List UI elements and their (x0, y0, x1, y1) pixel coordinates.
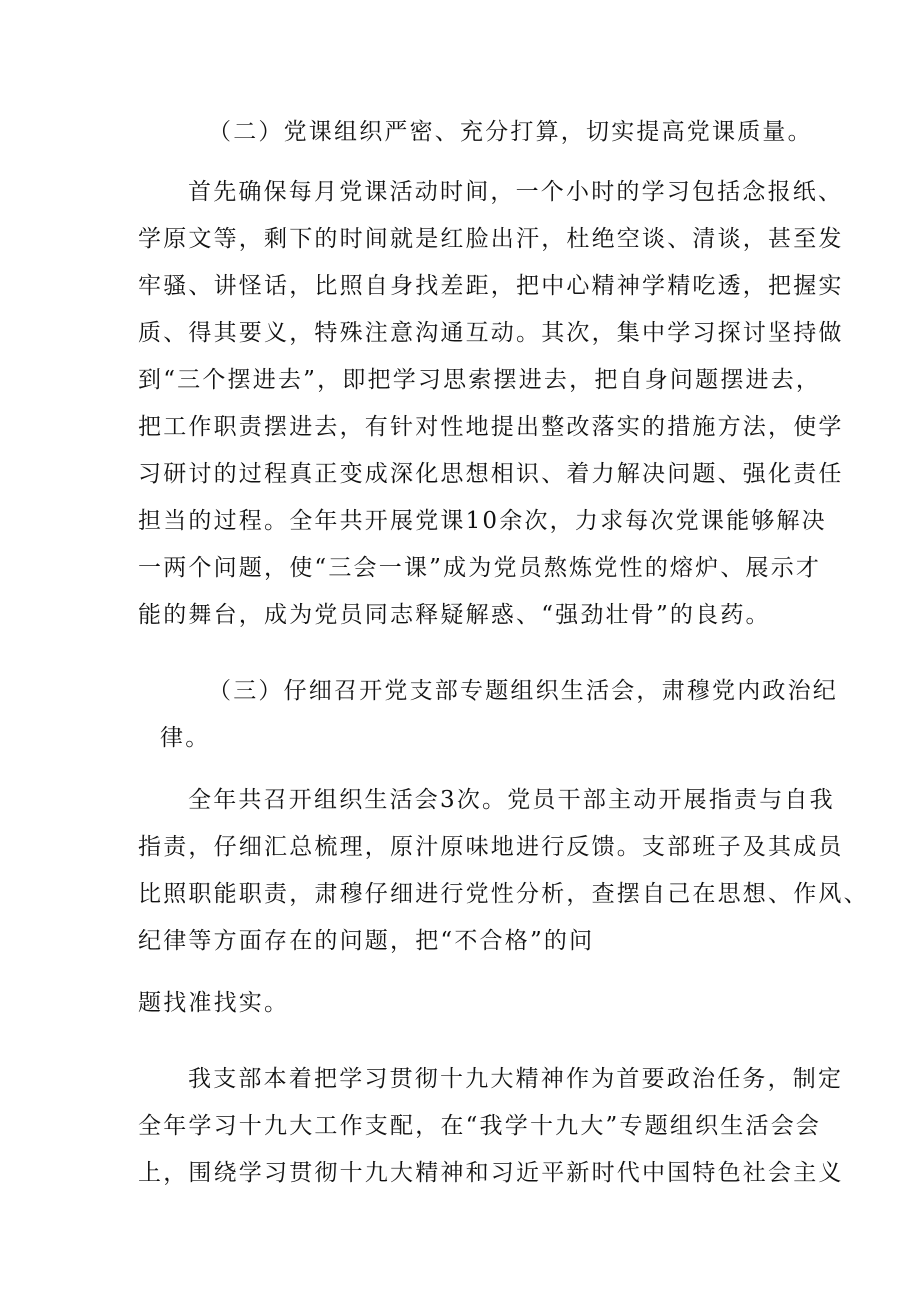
paragraph-line: 能的舞台，成为党员同志释疑解惑、“强劲壮骨”的良药。 (138, 602, 771, 628)
paragraph-line: 一两个问题，使“三会一课”成为党员熬炼党性的熔炉、展示才 (138, 555, 822, 581)
paragraph-line: 指责，仔细汇总梳理，原汁原味地进行反馈。支部班子及其成员 (138, 834, 844, 860)
paragraph-line: 牢骚、讲怪话，比照自身找差距，把中心精神学精吃透，把握实 (138, 273, 844, 299)
paragraph-line: 我支部本着把学习贯彻十九大精神作为首要政治任务，制定 (188, 1066, 844, 1092)
section-heading-3: （三）仔细召开党支部专题组织生活会，肃穆党内政治纪 (208, 678, 838, 704)
section-heading-3-continuation: 律。 (160, 725, 211, 751)
paragraph-line: 质、得其要义，特殊注意沟通互动。其次，集中学习探讨坚持做 (138, 320, 844, 346)
paragraph-line: 全年共召开组织生活会3次。党员干部主动开展指责与自我 (188, 787, 835, 813)
section-heading-2: （二）党课组织严密、充分打算，切实提高党课质量。 (208, 119, 813, 145)
paragraph-line: 习研讨的过程真正变成深化思想相识、着力解决问题、强化责任 (138, 461, 844, 487)
paragraph-line: 把工作职责摆进去，有针对性地提出整改落实的措施方法，使学 (138, 414, 844, 440)
paragraph-line: 担当的过程。全年共开展党课10余次，力求每次党课能够解决 (138, 508, 827, 534)
paragraph-line: 首先确保每月党课活动时间，一个小时的学习包括念报纸、 (188, 179, 844, 205)
paragraph-line: 纪律等方面存在的问题，把“不合格”的问 (138, 928, 595, 954)
paragraph-line: 学原文等，剩下的时间就是红脸出汗，杜绝空谈、清谈，甚至发 (138, 226, 844, 252)
paragraph-line: 比照职能职责，肃穆仔细进行党性分析，查摆自己在思想、作风、 (138, 881, 869, 907)
paragraph-line: 题找准找实。 (138, 990, 290, 1016)
paragraph-line: 全年学习十九大工作支配，在“我学十九大”专题组织生活会会 (138, 1113, 822, 1139)
paragraph-line: 上，围绕学习贯彻十九大精神和习近平新时代中国特色社会主义 (138, 1160, 844, 1186)
paragraph-line: 到“三个摆进去”，即把学习思索摆进去，把自身问题摆进去， (138, 367, 822, 393)
